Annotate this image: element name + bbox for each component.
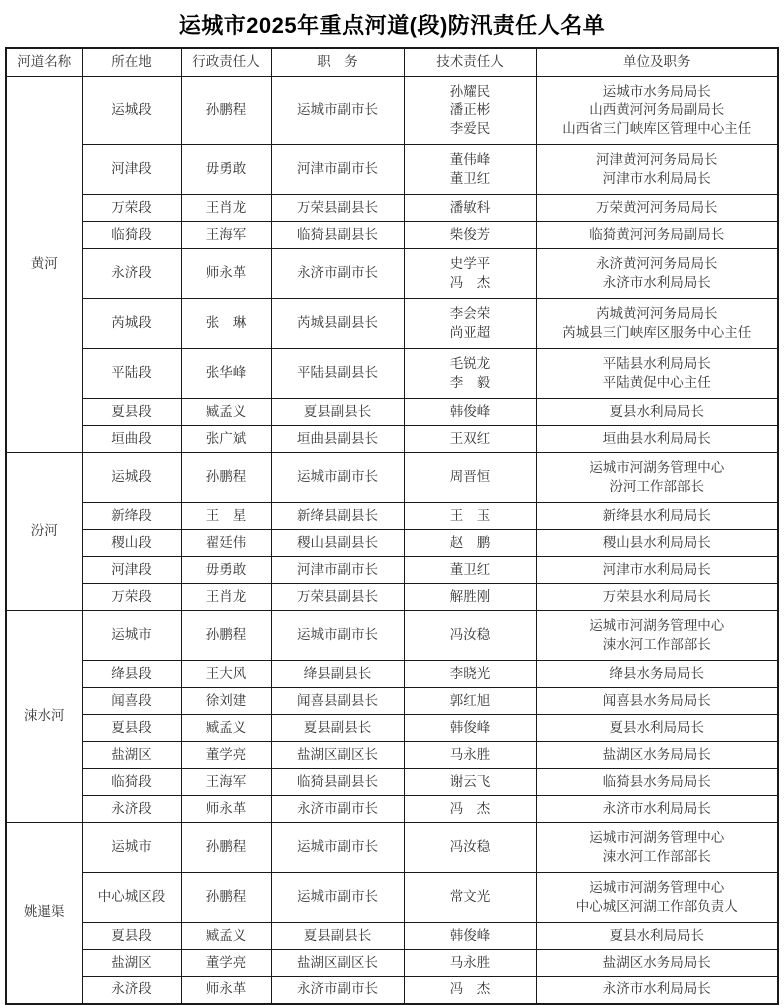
cell-line: 李 毅 (449, 374, 491, 390)
admin-cell: 孙鹏程 (181, 453, 271, 503)
cell-line: 周晋恒 (449, 469, 491, 485)
cell-line: 芮城黄河河务局局长 (596, 305, 718, 321)
admin-cell: 张 琳 (181, 299, 271, 349)
table-row (6, 299, 778, 349)
river-name-cell: 姚暹渠 (6, 823, 82, 1004)
location-cell: 新绛段 (82, 503, 181, 530)
cell-line: 河津市水利局局长 (602, 170, 711, 186)
cell-line: 常文光 (449, 889, 491, 905)
location-cell: 中心城区段 (82, 873, 181, 923)
cell-line: 孙耀民 (449, 83, 491, 99)
cell-line: 潘敏科 (449, 199, 491, 215)
tech-cell (404, 557, 536, 584)
cell-line: 万荣黄河河务局局长 (596, 199, 718, 215)
tech-cell (404, 249, 536, 299)
flood-control-table (5, 47, 779, 1005)
column-header: 所在地 (82, 48, 181, 77)
tech-cell (404, 349, 536, 399)
tech-cell (404, 426, 536, 453)
cell-line: 运城市河湖务管理中心 (589, 617, 725, 633)
cell-line: 芮城县三门峡库区服务中心主任 (562, 324, 752, 340)
unit-cell (536, 823, 778, 873)
cell-line: 涑水河工作部部长 (602, 636, 711, 652)
position-cell: 稷山县副县长 (271, 530, 404, 557)
position-cell: 平陆县副县长 (271, 349, 404, 399)
cell-line: 赵 鹏 (449, 534, 491, 550)
cell-line: 永济黄河河务局局长 (596, 255, 718, 271)
table-row (6, 977, 778, 1004)
unit-cell (536, 453, 778, 503)
admin-cell: 王肖龙 (181, 195, 271, 222)
position-cell: 新绛县副县长 (271, 503, 404, 530)
tech-cell (404, 195, 536, 222)
unit-cell (536, 426, 778, 453)
location-cell: 闻喜段 (82, 688, 181, 715)
cell-line: 山西黄河河务局副局长 (589, 102, 725, 118)
table-row (6, 923, 778, 950)
unit-cell (536, 77, 778, 145)
table-row (6, 950, 778, 977)
cell-line: 董卫红 (449, 561, 491, 577)
location-cell: 运城市 (82, 611, 181, 661)
column-header: 技术责任人 (404, 48, 536, 77)
location-cell: 盐湖区 (82, 742, 181, 769)
admin-cell: 孙鹏程 (181, 77, 271, 145)
position-cell: 盐湖区副区长 (271, 950, 404, 977)
position-cell: 永济市副市长 (271, 977, 404, 1004)
position-cell: 闻喜县副县长 (271, 688, 404, 715)
tech-cell (404, 796, 536, 823)
tech-cell (404, 77, 536, 145)
table-header-row (6, 48, 778, 77)
tech-cell (404, 769, 536, 796)
unit-cell (536, 399, 778, 426)
admin-cell: 董学亮 (181, 950, 271, 977)
unit-cell (536, 557, 778, 584)
tech-cell (404, 453, 536, 503)
admin-cell: 董学亮 (181, 742, 271, 769)
table-row (6, 77, 778, 145)
location-cell: 夏县段 (82, 715, 181, 742)
unit-cell (536, 349, 778, 399)
cell-line: 山西省三门峡库区管理中心主任 (562, 120, 752, 136)
location-cell: 夏县段 (82, 399, 181, 426)
table-row (6, 145, 778, 195)
tech-cell (404, 530, 536, 557)
unit-cell (536, 299, 778, 349)
location-cell: 临猗段 (82, 222, 181, 249)
admin-cell: 毋勇敢 (181, 557, 271, 584)
location-cell: 稷山段 (82, 530, 181, 557)
admin-cell: 孙鹏程 (181, 873, 271, 923)
table-row (6, 530, 778, 557)
unit-cell (536, 715, 778, 742)
admin-cell: 毋勇敢 (181, 145, 271, 195)
position-cell: 芮城县副县长 (271, 299, 404, 349)
cell-line: 盐湖区水务局局长 (602, 746, 711, 762)
tech-cell (404, 503, 536, 530)
location-cell: 河津段 (82, 145, 181, 195)
table-row (6, 715, 778, 742)
unit-cell (536, 796, 778, 823)
position-cell: 河津市副市长 (271, 557, 404, 584)
cell-line: 稷山县水利局局长 (602, 534, 711, 550)
unit-cell (536, 769, 778, 796)
table-row (6, 873, 778, 923)
tech-cell (404, 715, 536, 742)
cell-line: 万荣县水利局局长 (602, 588, 711, 604)
admin-cell: 张广斌 (181, 426, 271, 453)
table-row (6, 399, 778, 426)
admin-cell: 王大风 (181, 661, 271, 688)
river-name-cell: 黄河 (6, 77, 82, 453)
river-name-cell: 汾河 (6, 453, 82, 611)
table-row (6, 453, 778, 503)
table-row (6, 349, 778, 399)
tech-cell (404, 611, 536, 661)
cell-line: 郭红旭 (449, 692, 491, 708)
cell-line: 运城市河湖务管理中心 (589, 459, 725, 475)
cell-line: 李会荣 (449, 305, 491, 321)
cell-line: 毛锐龙 (449, 355, 491, 371)
cell-line: 闻喜县水务局局长 (602, 692, 711, 708)
table-row (6, 249, 778, 299)
location-cell: 平陆段 (82, 349, 181, 399)
cell-line: 冯 杰 (449, 274, 491, 290)
cell-line: 涑水河工作部部长 (602, 848, 711, 864)
unit-cell (536, 742, 778, 769)
cell-line: 运城市河湖务管理中心 (589, 829, 725, 845)
column-header: 行政责任人 (181, 48, 271, 77)
unit-cell (536, 923, 778, 950)
cell-line: 李晓光 (449, 665, 491, 681)
tech-cell (404, 950, 536, 977)
column-header: 河道名称 (6, 48, 82, 77)
cell-line: 河津市水利局局长 (602, 561, 711, 577)
table-row (6, 584, 778, 611)
cell-line: 汾河工作部部长 (609, 478, 704, 494)
position-cell: 永济市副市长 (271, 249, 404, 299)
position-cell: 夏县副县长 (271, 715, 404, 742)
admin-cell: 臧孟义 (181, 715, 271, 742)
admin-cell: 徐刘建 (181, 688, 271, 715)
cell-line: 李爱民 (449, 120, 491, 136)
cell-line: 马永胜 (449, 746, 491, 762)
cell-line: 韩俊峰 (449, 403, 491, 419)
column-header: 单位及职务 (536, 48, 778, 77)
cell-line: 永济市水利局局长 (602, 800, 711, 816)
admin-cell: 师永革 (181, 249, 271, 299)
admin-cell: 王 星 (181, 503, 271, 530)
position-cell: 夏县副县长 (271, 399, 404, 426)
tech-cell (404, 688, 536, 715)
location-cell: 垣曲段 (82, 426, 181, 453)
cell-line: 平陆黄促中心主任 (602, 374, 711, 390)
cell-line: 中心城区河湖工作部负责人 (575, 898, 738, 914)
cell-line: 董卫红 (449, 170, 491, 186)
cell-line: 河津黄河河务局局长 (596, 151, 718, 167)
unit-cell (536, 688, 778, 715)
admin-cell: 师永革 (181, 796, 271, 823)
tech-cell (404, 977, 536, 1004)
location-cell: 芮城段 (82, 299, 181, 349)
admin-cell: 孙鹏程 (181, 823, 271, 873)
cell-line: 韩俊峰 (449, 927, 491, 943)
cell-line: 盐湖区水务局局长 (602, 954, 711, 970)
position-cell: 万荣县副县长 (271, 584, 404, 611)
cell-line: 临猗黄河河务局副局长 (589, 226, 725, 242)
unit-cell (536, 661, 778, 688)
table-row (6, 769, 778, 796)
tech-cell (404, 873, 536, 923)
tech-cell (404, 584, 536, 611)
tech-cell (404, 923, 536, 950)
unit-cell (536, 873, 778, 923)
cell-line: 王双红 (449, 430, 491, 446)
position-cell: 运城市副市长 (271, 611, 404, 661)
cell-line: 夏县水利局局长 (609, 719, 704, 735)
cell-line: 解胜刚 (449, 588, 491, 604)
position-cell: 运城市副市长 (271, 453, 404, 503)
cell-line: 永济市水利局局长 (602, 274, 711, 290)
column-header: 职 务 (271, 48, 404, 77)
unit-cell (536, 195, 778, 222)
tech-cell (404, 222, 536, 249)
position-cell: 河津市副市长 (271, 145, 404, 195)
cell-line: 临猗县水务局局长 (602, 773, 711, 789)
cell-line: 潘正彬 (449, 102, 491, 118)
table-row (6, 688, 778, 715)
page-title: 运城市2025年重点河道(段)防汛责任人名单 (178, 13, 606, 38)
location-cell: 绛县段 (82, 661, 181, 688)
admin-cell: 张华峰 (181, 349, 271, 399)
position-cell: 运城市副市长 (271, 77, 404, 145)
table-row (6, 503, 778, 530)
table-row (6, 661, 778, 688)
table-row (6, 611, 778, 661)
cell-line: 永济市水利局局长 (602, 981, 711, 997)
table-row (6, 796, 778, 823)
location-cell: 河津段 (82, 557, 181, 584)
cell-line: 冯汝稳 (449, 839, 491, 855)
location-cell: 永济段 (82, 977, 181, 1004)
unit-cell (536, 530, 778, 557)
cell-line: 夏县水利局局长 (609, 927, 704, 943)
tech-cell (404, 145, 536, 195)
cell-line: 新绛县水利局局长 (602, 507, 711, 523)
table-row (6, 195, 778, 222)
unit-cell (536, 249, 778, 299)
position-cell: 运城市副市长 (271, 823, 404, 873)
unit-cell (536, 222, 778, 249)
position-cell: 万荣县副县长 (271, 195, 404, 222)
admin-cell: 臧孟义 (181, 399, 271, 426)
cell-line: 冯 杰 (449, 800, 491, 816)
location-cell: 运城段 (82, 77, 181, 145)
unit-cell (536, 611, 778, 661)
location-cell: 永济段 (82, 249, 181, 299)
cell-line: 冯汝稳 (449, 627, 491, 643)
cell-line: 绛县水务局局长 (609, 665, 704, 681)
unit-cell (536, 145, 778, 195)
position-cell: 临猗县副县长 (271, 769, 404, 796)
cell-line: 王 玉 (449, 507, 491, 523)
cell-line: 董伟峰 (449, 151, 491, 167)
position-cell: 永济市副市长 (271, 796, 404, 823)
location-cell: 运城市 (82, 823, 181, 873)
cell-line: 史学平 (449, 255, 491, 271)
cell-line: 谢云飞 (449, 773, 491, 789)
admin-cell: 师永革 (181, 977, 271, 1004)
table-row (6, 557, 778, 584)
position-cell: 夏县副县长 (271, 923, 404, 950)
cell-line: 韩俊峰 (449, 719, 491, 735)
cell-line: 运城市河湖务管理中心 (589, 879, 725, 895)
table-body (6, 77, 778, 1004)
location-cell: 盐湖区 (82, 950, 181, 977)
location-cell: 运城段 (82, 453, 181, 503)
unit-cell (536, 503, 778, 530)
location-cell: 临猗段 (82, 769, 181, 796)
location-cell: 万荣段 (82, 195, 181, 222)
admin-cell: 孙鹏程 (181, 611, 271, 661)
admin-cell: 臧孟义 (181, 923, 271, 950)
tech-cell (404, 399, 536, 426)
position-cell: 盐湖区副区长 (271, 742, 404, 769)
tech-cell (404, 661, 536, 688)
location-cell: 万荣段 (82, 584, 181, 611)
unit-cell (536, 584, 778, 611)
position-cell: 临猗县副县长 (271, 222, 404, 249)
tech-cell (404, 742, 536, 769)
table-row (6, 222, 778, 249)
cell-line: 运城市水务局局长 (602, 83, 711, 99)
table-row (6, 426, 778, 453)
river-name-cell: 涑水河 (6, 611, 82, 823)
cell-line: 平陆县水利局局长 (602, 355, 711, 371)
cell-line: 垣曲县水利局局长 (602, 430, 711, 446)
tech-cell (404, 823, 536, 873)
cell-line: 尚亚超 (449, 324, 491, 340)
cell-line: 冯 杰 (449, 981, 491, 997)
position-cell: 运城市副市长 (271, 873, 404, 923)
tech-cell (404, 299, 536, 349)
location-cell: 永济段 (82, 796, 181, 823)
unit-cell (536, 950, 778, 977)
unit-cell (536, 977, 778, 1004)
position-cell: 垣曲县副县长 (271, 426, 404, 453)
cell-line: 柴俊芳 (449, 226, 491, 242)
table-row (6, 742, 778, 769)
cell-line: 夏县水利局局长 (609, 403, 704, 419)
admin-cell: 王海军 (181, 222, 271, 249)
admin-cell: 翟廷伟 (181, 530, 271, 557)
cell-line: 马永胜 (449, 954, 491, 970)
table-row (6, 823, 778, 873)
location-cell: 夏县段 (82, 923, 181, 950)
position-cell: 绛县副县长 (271, 661, 404, 688)
admin-cell: 王海军 (181, 769, 271, 796)
admin-cell: 王肖龙 (181, 584, 271, 611)
